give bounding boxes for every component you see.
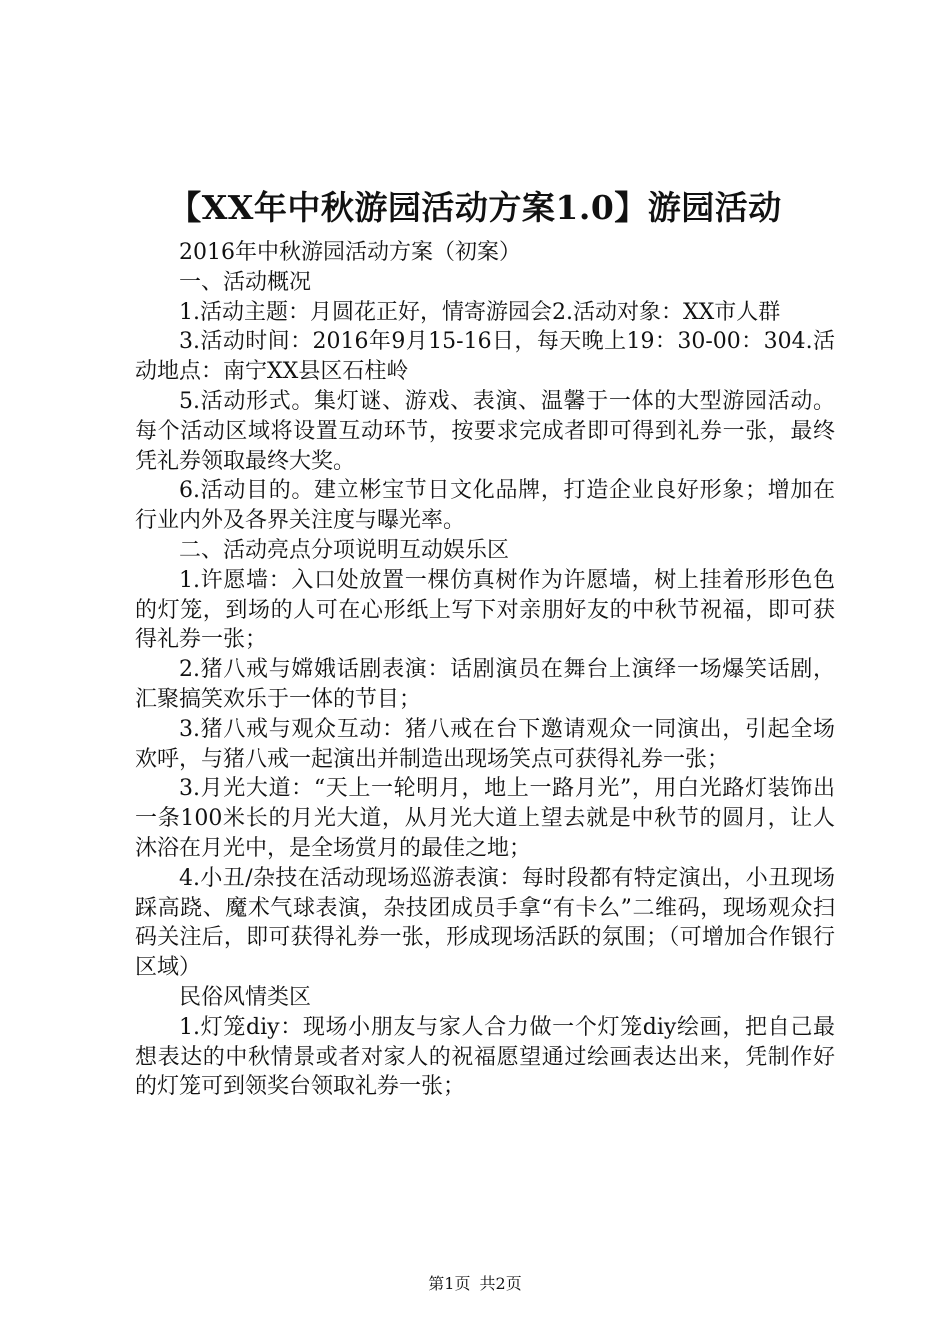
section-heading-highlights: 二、活动亮点分项说明互动娱乐区 (179, 537, 510, 563)
paragraph-plan-subtitle: 2016年中秋游园活动方案（初案） (179, 240, 521, 265)
page-footer (0, 1274, 950, 1294)
paragraph-theme-audience: 1.活动主题：月圆花正好，情寄游园会2.活动对象：XX市人群 (179, 299, 781, 325)
page-number: 第1页 (428, 1274, 471, 1293)
paragraph-activity-format: 5.活动形式。集灯谜、游戏、表演、温馨于一体的大型游园活动。每个活动区域将设置互动环节，按要求完成者即可得到礼券一张，最终凭礼券领取最终大奖。 (135, 388, 835, 474)
section-heading-overview: 一、活动概况 (179, 269, 312, 295)
section-heading-folk-custom: 民俗风情类区 (179, 984, 312, 1010)
document-title: 【XX年中秋游园活动方案1.0】游园活动 (168, 188, 782, 227)
paragraph-wish-wall: 1.许愿墙：入口处放置一棵仿真树作为许愿墙，树上挂着形形色色的灯笼，到场的人可在心形纸上写下对亲朋好友的中秋节祝福，即可获得礼券一张； (135, 567, 835, 653)
document-body (135, 238, 835, 1102)
paragraph-clown-acrobatics: 4.小丑/杂技在活动现场巡游表演：每时段都有特定演出，小丑现场踩高跷、魔术气球表演，杂技团成员手拿“有卡么”二维码，现场观众扫码关注后，即可获得礼券一张，形成现场活跃的氛围；（可增加合作银行区域） (135, 865, 835, 981)
paragraph-activity-purpose: 6.活动目的。建立彬宝节日文化品牌，打造企业良好形象；增加在行业内外及各界关注度与曝光率。 (135, 478, 835, 534)
paragraph-audience-interaction: 3.猪八戒与观众互动：猪八戒在台下邀请观众一同演出，引起全场欢呼，与猪八戒一起演出并制造出现场笑点可获得礼券一张； (135, 716, 835, 772)
paragraph-time-location: 3.活动时间：2016年9月15-16日，每天晚上19：30-00：304.活动地点：南宁XX县区石柱岭 (135, 329, 835, 385)
paragraph-drama-show: 2.猪八戒与嫦娥话剧表演：话剧演员在舞台上演绎一场爆笑话剧，汇聚搞笑欢乐于一体的节目； (135, 657, 835, 712)
paragraph-moonlight-avenue: 3.月光大道：“天上一轮明月，地上一路月光”，用白光路灯装饰出一条100米长的月光大道，从月光大道上望去就是中秋节的圆月，让人沐浴在月光中，是全场赏月的最佳之地； (135, 776, 835, 861)
paragraph-lantern-diy: 1.灯笼diy：现场小朋友与家人合力做一个灯笼diy绘画，把自己最想表达的中秋情景或者对家人的祝福愿望通过绘画表达出来，凭制作好的灯笼可到领奖台领取礼券一张； (135, 1014, 835, 1100)
page-total: 共2页 (479, 1274, 522, 1293)
